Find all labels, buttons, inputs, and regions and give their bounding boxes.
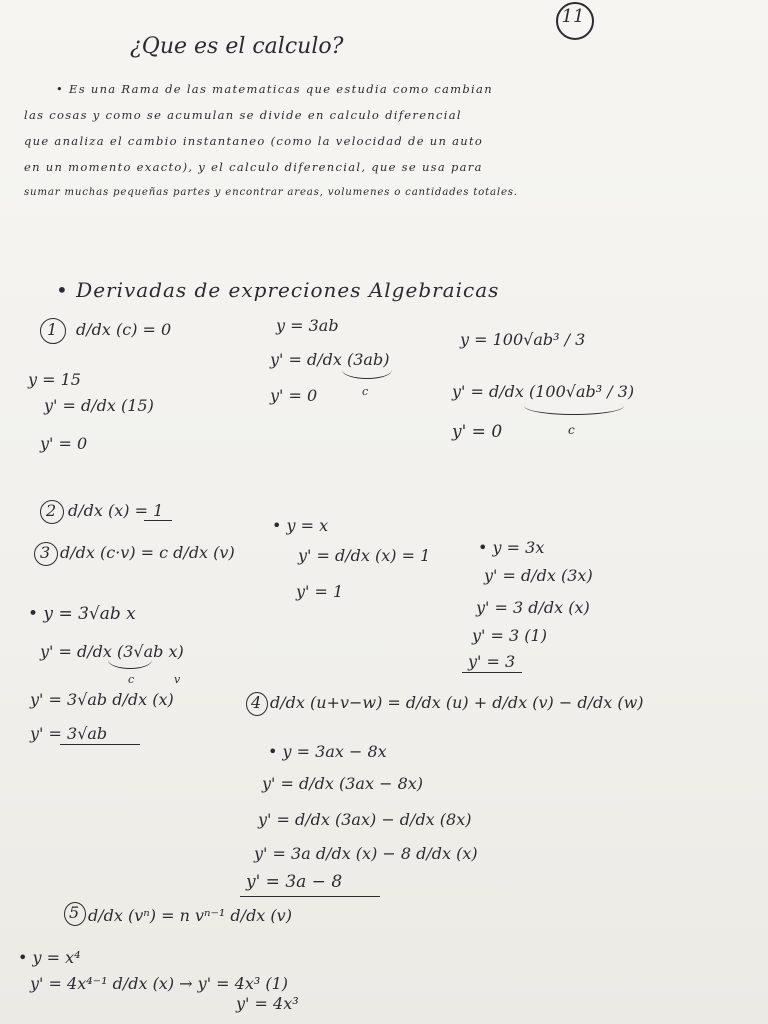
rule-3-ex1-line4: y' = 3√ab bbox=[30, 724, 108, 743]
rule-1-ex2-line2: y' = d/dx (3ab) bbox=[270, 350, 390, 369]
rule-1-ex2-line1: y = 3ab bbox=[276, 316, 339, 335]
rule-3-statement: d/dx (c·v) = c d/dx (v) bbox=[60, 543, 235, 562]
rule-1-ex2-line3: y' = 0 bbox=[270, 386, 318, 405]
rule-3-ex1-line1: • y = 3√ab x bbox=[28, 604, 136, 624]
rule-1-ex3-line2: y' = d/dx (100√ab³ / 3) bbox=[452, 382, 635, 401]
rule-4-ex-underline bbox=[240, 896, 380, 897]
rule-2-underline bbox=[144, 520, 172, 521]
rule-3-ex2-underline bbox=[462, 672, 522, 673]
rule-5-ex-line1: • y = x⁴ bbox=[18, 948, 81, 967]
rule-3-ex2-line3: y' = 3 d/dx (x) bbox=[476, 598, 590, 617]
rule-2-number: 2 bbox=[46, 501, 57, 520]
section-heading: • Derivadas de expreciones Algebraicas bbox=[56, 278, 500, 302]
rule-2-statement: d/dx (x) = 1 bbox=[68, 501, 164, 520]
rule-1-ex1-line3: y' = 0 bbox=[40, 434, 88, 453]
rule-5-ex-line2: y' = 4x⁴⁻¹ d/dx (x) → y' = 4x³ (1) bbox=[30, 974, 289, 993]
rule-3-ex1-var-label: v bbox=[174, 673, 181, 686]
rule-3-ex1-line3: y' = 3√ab d/dx (x) bbox=[30, 690, 174, 709]
rule-1-ex3-brace bbox=[524, 406, 624, 415]
rule-3-number: 3 bbox=[40, 543, 51, 562]
rule-5-ex-line3: y' = 4x³ bbox=[236, 994, 299, 1013]
rule-3-ex1-underline bbox=[60, 744, 140, 745]
rule-3-ex1-const-label: c bbox=[128, 673, 135, 686]
rule-2-ex-line3: y' = 1 bbox=[296, 582, 344, 601]
intro-line-2: las cosas y como se acumulan se divide en calculo diferencial bbox=[24, 108, 462, 122]
intro-line-5: sumar muchas pequeñas partes y encontrar areas, volumenes o cantidades totales. bbox=[24, 187, 518, 198]
rule-1-ex2-const-label: c bbox=[362, 385, 369, 398]
rule-1-ex3-line1: y = 100√ab³ / 3 bbox=[460, 330, 586, 349]
rule-4-ex-line2: y' = d/dx (3ax − 8x) bbox=[262, 774, 424, 793]
intro-line-1: • Es una Rama de las matematicas que estudia como cambian bbox=[56, 82, 493, 96]
rule-3-ex2-line1: • y = 3x bbox=[478, 538, 545, 557]
rule-4-ex-line3: y' = d/dx (3ax) − d/dx (8x) bbox=[258, 810, 472, 829]
rule-4-ex-line4: y' = 3a d/dx (x) − 8 d/dx (x) bbox=[254, 844, 478, 863]
rule-3-ex2-line4: y' = 3 (1) bbox=[472, 626, 547, 645]
rule-1-ex1-line1: y = 15 bbox=[28, 370, 81, 389]
rule-2-ex-line2: y' = d/dx (x) = 1 bbox=[298, 546, 431, 565]
rule-4-ex-line5: y' = 3a − 8 bbox=[246, 872, 343, 892]
intro-line-3: que analiza el cambio instantaneo (como la velocidad de un auto bbox=[24, 134, 484, 148]
page-title: ¿Que es el calculo? bbox=[130, 34, 344, 59]
rule-5-statement: d/dx (vⁿ) = n vⁿ⁻¹ d/dx (v) bbox=[88, 906, 292, 925]
rule-4-number: 4 bbox=[251, 693, 262, 712]
rule-1-ex1-line2: y' = d/dx (15) bbox=[44, 396, 154, 415]
rule-4-ex-line1: • y = 3ax − 8x bbox=[268, 742, 387, 761]
rule-5-number: 5 bbox=[69, 903, 80, 922]
rule-1-statement: d/dx (c) = 0 bbox=[76, 320, 172, 339]
page-number: 11 bbox=[561, 6, 585, 27]
rule-3-ex2-line2: y' = d/dx (3x) bbox=[484, 566, 593, 585]
rule-1-ex3-const-label: c bbox=[568, 423, 575, 437]
rule-1-ex2-brace bbox=[342, 370, 392, 379]
intro-line-4: en un momento exacto), y el calculo diferencial, que se usa para bbox=[24, 160, 483, 174]
rule-3-ex1-brace-c bbox=[108, 660, 152, 669]
rule-3-ex1-line2: y' = d/dx (3√ab x) bbox=[40, 642, 184, 661]
rule-1-number: 1 bbox=[47, 320, 58, 339]
rule-4-statement: d/dx (u+v−w) = d/dx (u) + d/dx (v) − d/dx (w) bbox=[270, 693, 644, 712]
rule-3-ex2-line5: y' = 3 bbox=[468, 652, 516, 671]
rule-1-ex3-line3: y' = 0 bbox=[452, 422, 503, 442]
rule-2-ex-line1: • y = x bbox=[272, 516, 329, 535]
